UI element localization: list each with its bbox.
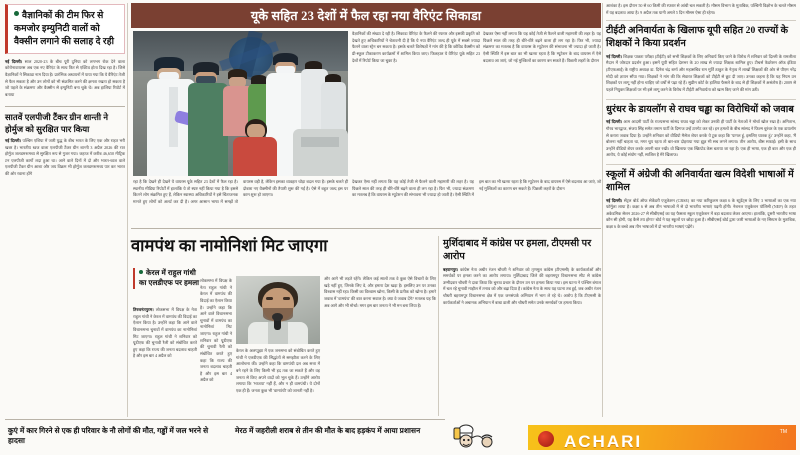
main-story-text-3: रहा है कि देखने ही देखने ये वायरस यूके सहित 23 देशों में फैल रहा है। स्थानीय मीडिया रिपोर्टों में हालांकि ये तो स्पष्ट नहीं किया गया है कि इससे कितने लोग संक्रमित हुए हैं, लेकिन स्वास्थ्य अधिकारियों ने इसे चिंताजनक मानते हुए लोगों को अलर्ट कर दी है। अगर आसान भाषा में समझें तो वायरस वही है, लेकिन इसका व्यवहार थोड़ा बदल गया है। इसके चलते ही दोबारा नए वैक्सीनों की तैयारी शुरू की गई है। ऐसे में बहुत जल्द इस पर काम शुरू हो जाएगा। <box>133 179 348 204</box>
right-story-3-headline: स्कूलों में अंग्रेजी की अनिवार्यता खत्म विदेशी भाषाओं में शामिल <box>606 169 794 193</box>
column-divider <box>602 3 603 417</box>
right-story-2-body <box>606 119 796 159</box>
left-column <box>5 4 125 419</box>
bottom-item-2-headline: मेरठ में जहरीली शराब से तीन की मौत के बाद हड़कंप में आया प्रशासन <box>235 426 421 435</box>
murshidabad-text: कांग्रेस नेता अधीर रंजन चौधरी ने शनिवार को तृणमूल कांग्रेस (टीएमसी) के कार्यकर्ताओं और समर्थकों पर हमला करने का आरोप लगाया। मुर्शिदाबाद जिले की बहरामपुर विधानसभा सीट से कांग्रेस उम्मीदवार चौधरी ने दावा किया कि चुनाव प्रचार के दौरान उन पर हमला किया गया। इस घटना ने पश्चिम बंगाल में चल रहे चुनावी माहौल में तनाव को और बढ़ा दिया है। कांग्रेस नेता के साथ यह घटना तब हुई, जब अधीर रंजन चौधरी बहरामपुर विधानसभा क्षेत्र में एक जनसंपर्क अभियान में भाग ले रहे थे। आरोप है कि टीएमसी के कार्यकर्ताओं ने अचानक अभियान में बाधा डाली और चौधरी समेत उनके समर्थकों पर हमला किया। <box>443 266 602 305</box>
story2-body <box>5 138 125 178</box>
chef-mascot-icon <box>452 424 510 450</box>
dateline: नई दिल्ली। <box>606 119 623 125</box>
vampanth-body-left <box>133 307 197 360</box>
green-bullet-icon <box>139 270 143 274</box>
main-story-col-3 <box>133 179 348 206</box>
dateline: नई दिल्ली। <box>606 197 623 203</box>
ad-trademark: TM <box>779 429 787 435</box>
dateline: नई दिल्ली। <box>606 53 622 59</box>
right-story-1-text: शिक्षक पात्रता परीक्षा (टीईटी) को सभी शिक्षकों के लिए अनिवार्य किए जाने के विरोध में शनिवार को दिल्ली के रामलीला मैदान में जोरदार प्रदर्शन हुआ। इसमें यूपी सहित देशभर के 20 लाख से ज्यादा शिक्षक शामिल हुए। टीचर्स फेडरेशन ऑफ इंडिया (टीएफआई) के राष्ट्रीय अध्यक्ष डा. दिनेश चंद्र शर्मा और महासचिव राम मूर्ति ठाकुर के नेतृत्व में लाखों शिक्षकों की ओर से पीएम नरेंद्र मोदी को ज्ञापन सौंपा गया। शिक्षकों ने मांग की कि सेवारत शिक्षकों को टीईटी से छूट दी जाए। उनका कहना है कि यह नियम उन शिक्षकों पर लागू नहीं होना चाहिए जो वर्षों से पढ़ा रहे हैं। सुप्रीम कोर्ट के हालिया फैसले के बाद से ही शिक्षकों में असंतोष है। 2009 से पहले नियुक्त शिक्षकों पर भी इसे लागू करने के विरोध में टीईटी अनिवार्यता को खत्म किए जाने की मांग उठी। <box>606 53 797 92</box>
right-story-3-text: सेंट्रल बोर्ड ऑफ सेकेंडरी एजुकेशन (CBSE) का नया करिकुलम कक्षा 6 के स्टूडेंट्स के लिए 3 भाषाओं का एक नया फॉर्मूला लाया है। कक्षा 6 से अब तीन भाषाओं में से दो भारतीय भाषाएं पढ़नी होंगी। नेशनल एजुकेशन पॉलिसी (NEP) के तहत अकेडमिक सेशन 2026-27 से सीबीएसई का यह फैसला स्कूल एजुकेशन में बड़ा बदलाव लेकर आएगा। हालांकि, दूसरी भारतीय भाषा कौन सी होगी, यह कैसे तय होगा? बोर्ड ने यह स्कूलों पर छोड़ा हुआ है। सीबीएसई बोर्ड द्वारा जारी भाषाओं के नए सिस्टम के मुताबिक, कक्षा 6 के बच्चे अब तीन भाषाओं में दो भारतीय भाषाएं पढ़ेंगे। <box>606 197 796 229</box>
lead-highlight-box <box>5 4 125 54</box>
dateline: नई दिल्ली। <box>5 137 22 143</box>
vampanth-text-left2: लोकसभा में विपक्ष के नेता राहुल गांधी ने केरल में वामपंथ की विदाई का ऐलान किया है। उन्होंने कहा कि आने वाले विधानसभा चुनावों में वामपंथ का नामोनिशां मिट जाएगा। राहुल गांधी ने शनिवार को यूडीएफ की चुनावी रैली को संबोधित करते हुए कहा कि राज्य की जनता बदलाव चाहती है और इस बार 4 अप्रैल को <box>200 278 232 383</box>
pickle-jar-icon <box>538 431 554 447</box>
column-divider <box>127 3 128 417</box>
vampanth-headline: वामपंथ का नामोनिशां मिट जाएगा <box>131 236 328 255</box>
vampanth-sub-headline: केरल में राहुल गांधी का एलडीएफ पर हमला <box>139 269 200 288</box>
main-story-col-2 <box>483 31 601 64</box>
covid-testing-photo <box>133 31 348 176</box>
main-story-col-4 <box>352 179 601 199</box>
story2-text: पश्चिम एशिया में जारी युद्ध के बीच भारत के लिए एक और राहत भरी खबर है। भारतीय ध्वज वाला एलपीजी टैंकर ग्रीन शान्ती 3 अप्रैल 2026 की रात होर्मुज जलडमरूमध्य से सुरक्षित रूप से गुजर गया। जहाज में करीब 46,650 मीट्रिक टन एलपीजी कार्गो लदा हुआ था। आने वाले दिनों में दो और भारत-ध्वज वाले एलपीजी टैंकर ग्रीन आशा और जय विक्रम भी होर्मुज जलडमरूमध्य पार कर भारत की ओर रवाना होंगे <box>5 137 125 177</box>
advertisement-banner[interactable] <box>528 425 796 450</box>
right-column <box>606 3 796 231</box>
main-story-text-2: देखकर ऐसा नहीं लगता कि यह कोई तेजी से फैलने वाली महामारी की लहर है। यह पिछले साल की तरह ही धीरे-धीरे बढ़ने वाला ही लग रहा है। फिर भी, ज्यादा संक्रमण का मतलब है कि वायरस के म्यूटेशन की संभावना भी ज्यादा हो जाती है। ऐसी स्थिति में इस बात का भी खतरा रहता है कि म्यूटेशन के बाद वायरस में ऐसे बदलाव आ जाएं, जो नई मुश्किलों का कारण बन सकते हैं। पिछली लहरों के दौरान <box>483 31 601 63</box>
dateline: नई दिल्ली। <box>5 58 23 64</box>
main-headline-band <box>131 3 601 28</box>
vampanth-text-left: लोकसभा में विपक्ष के नेता राहुल गांधी ने केरल में वामपंथ की विदाई का ऐलान किया है। उन्होंने कहा कि आने वाले विधानसभा चुनावों में वामपंथ का नामोनिशां मिट जाएगा। राहुल गांधी ने शनिवार को यूडीएफ की चुनावी रैली को संबोधित करते हुए कहा कि राज्य की जनता बदलाव चाहती है और इस बार 4 अप्रैल को <box>133 307 197 359</box>
vampanth-sub-headline-box <box>133 268 201 289</box>
ad-brand-name: ACHARI <box>564 432 643 450</box>
vampanth-body-left2 <box>200 278 232 384</box>
story2-headline: सातवें एलपीजी टैंकर ग्रीन शान्ती ने होर्मुज को सुरक्षित पार किया <box>5 113 109 134</box>
vampanth-body-mid <box>236 348 320 394</box>
main-story-col-1 <box>352 31 480 64</box>
dateline: तिरुवनंतपुरम। <box>133 307 154 312</box>
right-story-1-headline: टीईटी अनिवार्यता के खिलाफ यूपी सहित 20 राज्यों के शिक्षकों ने किया प्रदर्शन <box>606 25 789 49</box>
murshidabad-story <box>443 238 601 306</box>
right-story-1-body <box>606 54 796 94</box>
main-story-text-1: वैज्ञानिकों की संख्या दे रही है। सिकाडा वैरिएंट के फैलने की रफ्तार और इसकी प्रकृति को देखते हुए अधिकारियों ने चेतावनी दी है कि ये नया वैरिएंट जल्द ही यूके में सबसे ज्यादा फैलने वाला स्ट्रेन बन सकता है। इसके चलते विशेषज्ञों ने मांग की है कि कोविड वैक्सीन को प्री-स्कूल टीकाकरण कार्यक्रमों में शामिल किया जाए। फिलहाल ये वैरिएंट यूके सहित 23 देशों में रिपोर्ट किया जा चुका है। <box>352 31 480 63</box>
lead-story-body <box>5 59 125 99</box>
vampanth-text-right: और आगे भी लड़ते रहेंगे। लेकिन कई सालों तक वे कुछ ऐसे विचारों के लिए खड़े नहीं हुए, जिनके लिए वे, और हमारा देश खड़ा है। इसलिए उन पर उनका विश्वास नहीं रहा। किसी का विश्वास खोना, किसी के प्रतीक को खोना है। हमारे जवाब में 'वामपंथ' की बात करना सवाल है। क्या वे जवाब देंगे? मतलब यह कि अब आगे और भी मोर्चा। मगर इस बार जनता ने भी मन बना लिया है। <box>324 276 436 308</box>
dateline: बहरामपुर। <box>443 266 459 272</box>
vampanth-story <box>131 236 436 256</box>
main-headline: यूके सहित 23 देशों में फैल रहा नया वैरिएंट सिकाडा <box>250 9 482 23</box>
right-story-2-headline: धुरंधर के डायलॉग से राघव चड्ढा का विरोधियों को जवाब <box>606 103 794 115</box>
main-story-text-4: देखकर ऐसा नहीं लगता कि यह कोई तेजी से फैलने वाली महामारी की लहर है। यह पिछले साल की तरह ही धीरे-धीरे बढ़ने वाला ही लग रहा है। फिर भी, ज्यादा संक्रमण का मतलब है कि वायरस के म्यूटेशन की संभावना भी ज्यादा हो जाती है। ऐसी स्थिति में इस बात का भी खतरा रहता है कि म्यूटेशन के बाद वायरस में ऐसे बदलाव आ जाएं, जो नई मुश्किलों का कारण बन सकते हैं। पिछली लहरों के दौरान <box>352 179 601 198</box>
murshidabad-headline: मुर्शिदाबाद में कांग्रेस पर हमला, टीएमसी पर आरोप <box>443 238 592 262</box>
weather-snippet: आशंका है। इस दौरान 50 से 60 किमी की रफ्तार से आंधी चल सकती है। मौसम विभाग के मुताबिक, पश्चिमी विक्षोभ के चलते मौसम में यह बदलाव आया है। 9 अप्रैल तक यानी अगले 5 दिन मौसम ऐसा ही रहेगा। <box>606 3 796 15</box>
vampanth-body-right <box>324 276 436 309</box>
lead-headline: वैज्ञानिकों की टीम फिर से कमजोर इम्युनिटी वालों को वैक्सीन लगाने की सलाह दे रही <box>14 10 115 46</box>
divider <box>131 228 601 229</box>
vampanth-text-mid: केरल के अलप्पुझा में एक जनसभा को संबोधित करते हुए गांधी ने एलडीएफ की सिद्धांतों से समझौता करने के लिए आलोचना की। उन्होंने कहा कि वामपंथी दल अब सत्ता में बने रहने के लिए किसी भी हद तक जा सकते हैं और वह जनता से किए अपने वादों को भूल चुके हैं। उन्होंने आरोप लगाया कि 'भाजपा' नहीं हैं, और न ही वामपंथी। ये दोनों एक ही हैं। जनता कुछ भी 'वामपंथी' को जानती नहीं है। <box>236 348 320 393</box>
right-story-2-text: आम आदमी पार्टी के राज्यसभा सांसद राघव चड्ढा को लेकर उनकी ही पार्टी के नेताओं ने मोर्चा खोल रखा है। अमिताभ, गौरव भारद्वाज, संजय सिंह समेत तमाम पार्टी के दिग्गज उन्हें टारगेट कर रहे। इन हमलों के बीच सांसद ने फिल्म धुरंधर के एक डायलॉग से करारा जवाब दिया है। उन्होंने शनिवार को वीडियो मैसेज शेयर करके ये टूक कहा कि 'पागल हूं, इसलिए घातक हूं।' उन्होंने कहा, 'मैं बोलना नहीं चाहता था, मगर चुप रहता तो बार-बार दोहराया गया झूठ भी सच लगने लगता। तीन आरोप, बीस सफाई। इसी के साथ उन्होंने वीडियो शेयर करके अपनी बात रखी। वो खिलाफ एक स्क्रिप्टेड केस बताया जा रहा है। एक ही भाषा, एक ही बात और एक ही आरोप, ये कोई संयोग नहीं, साजिश है मेरे खिलाफ। <box>606 119 796 158</box>
right-story-3-body <box>606 198 796 231</box>
bottom-item-1-headline: कुएं में कार गिरने से एक ही परिवार के नौ लोगों की मौत, गड्ढों में जल भरने से हादसा <box>8 426 209 445</box>
lead-story-text: साल 2020-23 के बीच पूरी दुनिया को लगभग रोक देने वाला कोरोनावायरस अब एक नए वैरिएंट के साथ फिर से एक्टिव होता दिख रहा है। जिसे वैज्ञानिकों ने सिकाडा नाम दिया है। प्रारंभिक अध्ययनों में पाया गया कि ये वैरिएंट तेजी से फैल सकता है और उन लोगों को भी संक्रमित करने की क्षमता रखता हो सकता है जो पहले के संक्रमण और वैक्सीन से इम्युनिटी बना चुके थे। अब हालिया रिपोर्ट में बताया <box>5 58 125 97</box>
murshidabad-body <box>443 267 601 307</box>
column-divider <box>438 236 439 416</box>
green-bullet-icon <box>14 11 19 16</box>
rahul-gandhi-photo <box>236 276 320 344</box>
